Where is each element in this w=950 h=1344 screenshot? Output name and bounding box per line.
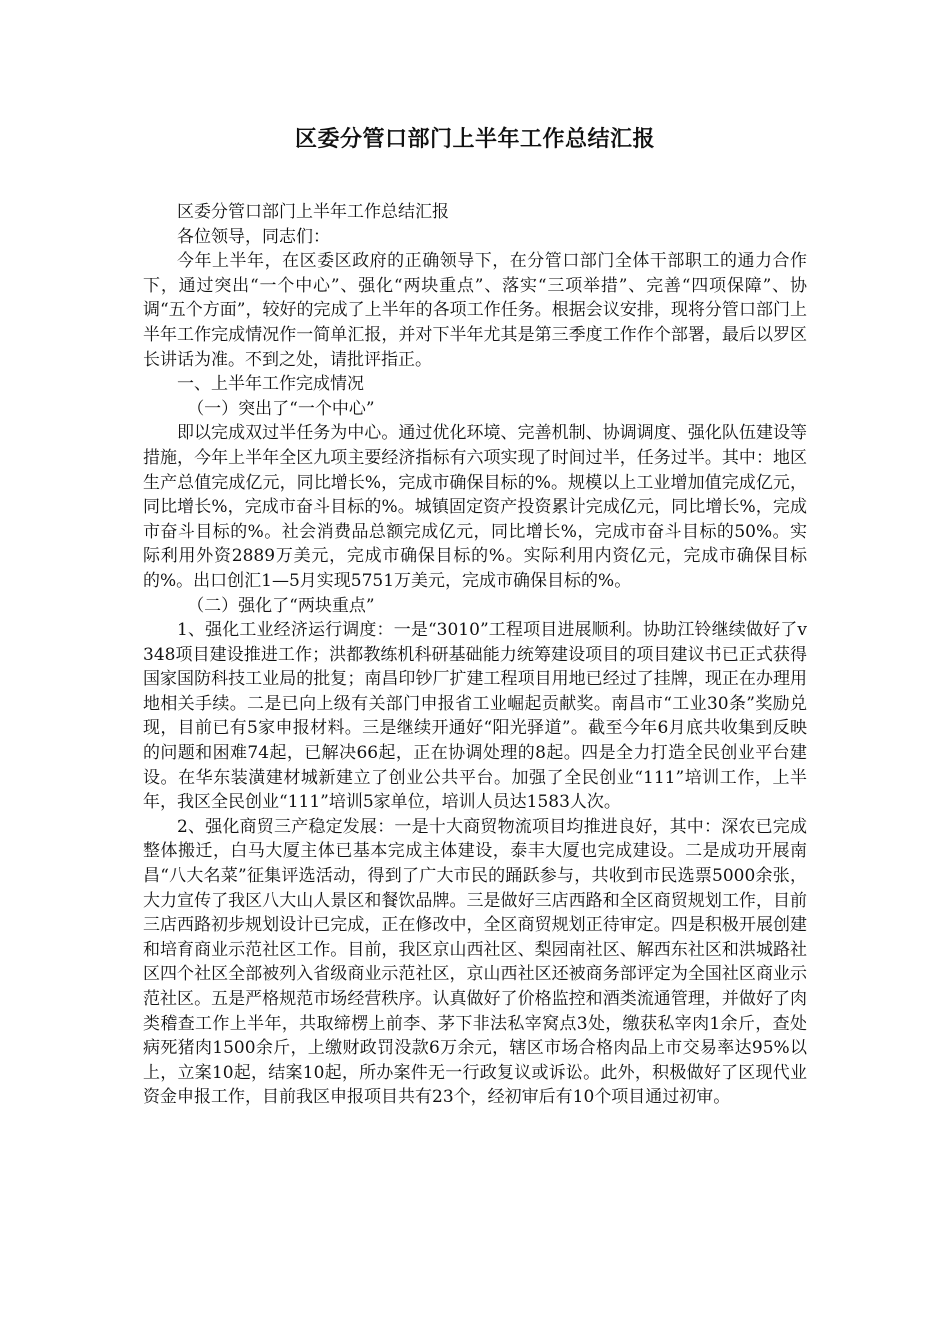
paragraph-intro: 今年上半年，在区委区政府的正确领导下，在分管口部门全体干部职工的通力合作下，通过突出“一个中心”、强化“两块重点”、落实“三项举措”、完善“四项保障”、协调“五个方面”，较好的完成了上半年的各项工作任务。根据会议安排，现将分管口部门上半年工作完成情况作一简单汇报，并对下半年尤其是第三季度工作作个部署，最后以罗区长讲话为准。不到之处，请批评指正。 xyxy=(143,251,807,370)
section-heading-1: 一、上半年工作完成情况 xyxy=(177,374,364,395)
subsection-heading-1: （一）突出了“一个中心” xyxy=(187,398,375,419)
paragraph-industry: 1、强化工业经济运行调度：一是“3010”工程项目进展顺利。协助江铃继续做好了v348项目建设推进工作；洪都教练机科研基础能力统筹建设项目的项目建议书已正式获得国家国防科技工业局的批复；南昌印钞厂扩建工程项目用地已经过了挂牌，现正在办理用地相关手续。二是已向上级有关部门申报省工业崛起贡献奖。南昌市“工业30条”奖励兑现，目前已有5家申报材料。三是继续开通好“阳光驿道”。截至今年6月底共收集到反映的问题和困难74起，已解决66起，正在协调处理的8起。四是全力打造全民创业平台建设。在华东装潢建材城新建立了创业公共平台。加强了全民创业“111”培训工作，上半年，我区全民创业“111”培训5家单位，培训人员达1583人次。 xyxy=(143,620,807,813)
paragraph-salutation: 各位领导，同志们： xyxy=(177,226,330,247)
paragraph-heading-repeat: 区委分管口部门上半年工作总结汇报 xyxy=(177,202,449,222)
paragraph-commerce: 2、强化商贸三产稳定发展：一是十大商贸物流项目均推进良好，其中：深农已完成整体搬迁，白马大厦主体已基本完成主体建设，泰丰大厦也完成建设。二是成功开展南昌“八大名菜”征集评选活动，得到了广大市民的踊跃参与，共收到市民选票5000余张，大力宣传了我区八大山人景区和餐饮品牌。三是做好三店西路和全区商贸规划工作，目前三店西路初步规划设计已完成，正在修改中，全区商贸规划正待审定。四是积极开展创建和培育商业示范社区工作。目前，我区京山西社区、梨园南社区、解西东社区和洪城路社区四个社区全部被列入省级商业示范社区，京山西社区还被商务部评定为全国社区商业示范社区。五是严格规范市场经营秩序。认真做好了价格监控和酒类流通管理，并做好了肉类稽查工作上半年，共取缔楞上前李、茅下非法私宰窝点3处，缴获私宰肉1余斤，查处病死猪肉1500余斤，上缴财政罚没款6万余元，辖区市场合格肉品上市交易率达95%以上，立案10起，结案10起，所办案件无一行政复议或诉讼。此外，积极做好了区现代业资金申报工作，目前我区申报项目共有23个，经初审后有10个项目通过初审。 xyxy=(143,816,807,1108)
subsection-heading-2: （二）强化了“两块重点” xyxy=(187,595,375,616)
paragraph-center-task: 即以完成双过半任务为中心。通过优化环境、完善机制、协调调度、强化队伍建设等措施，今年上半年全区九项主要经济指标有六项实现了时间过半，任务过半。其中：地区生产总值完成亿元，同比增长%，完成市确保目标的%。规模以上工业增加值完成亿元，同比增长%，完成市奋斗目标的%。城镇固定资产投资累计完成亿元，同比增长%，完成市奋斗目标的%。社会消费品总额完成亿元，同比增长%，完成市奋斗目标的50%。实际利用外资2889万美元，完成市确保目标的%。实际利用内资亿元，完成市确保目标的%。出口创汇1—5月实现5751万美元，完成市确保目标的%。 xyxy=(143,423,807,591)
document-body xyxy=(143,200,807,1110)
document-title: 区委分管口部门上半年工作总结汇报 xyxy=(294,126,655,152)
